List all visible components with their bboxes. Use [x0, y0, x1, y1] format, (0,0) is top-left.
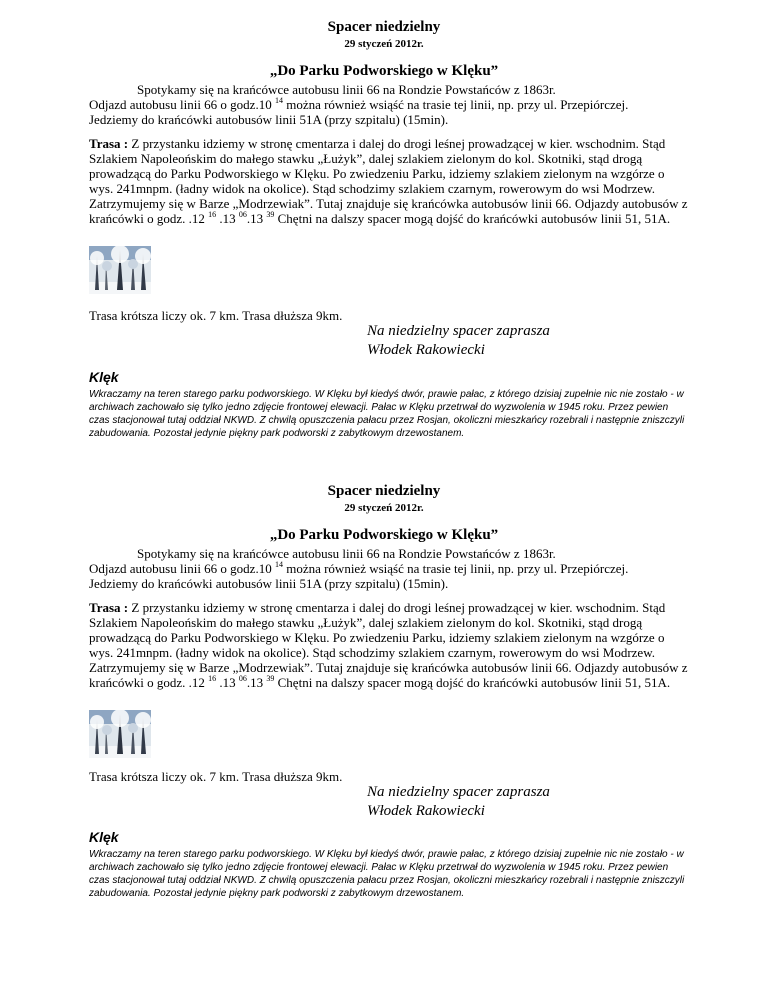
invite-line-1: Na niedzielny spacer zaprasza: [367, 323, 550, 339]
route-label: Trasa :: [89, 136, 129, 151]
winter-park-photo: [89, 710, 151, 758]
invite-signature: Włodek Rakowiecki: [367, 342, 485, 358]
route-paragraph: Trasa : Z przystanku idziemy w stronę cmentarza i dalej do drogi leśnej prowadzącej w kier. wschodnim. Stąd Szlakiem Napoleońskim do małego stawku „Łużyk”, dalej szlakiem zielonym do kol. Skotniki, stąd drogą prowadzącą do Parku Podworskiego w Klęku. Po zwiedzeniu Parku, idziemy szlakiem zielonym na wzgórze o wys. 241mnpm. (ładny widok na okolice). Stąd schodzimy szlakiem czarnym, rowerowym do wsi Modrzew. Zatrzymujemy się w Barze „Modrzewiak”. Tutaj znajduje się krańcówka autobusów linii 66. Odjazdy autobusów z krańcówki o godz. .12 $^{16}$ .13 $^{06}$.13 $^{39}$ Chętni na dalszy spacer mogą dojść do krańcówki autobusów linii 51, 51A.: [89, 136, 688, 226]
intro-paragraph: [89, 546, 689, 591]
route-paragraph: Trasa : Z przystanku idziemy w stronę cmentarza i dalej do drogi leśnej prowadzącej w kier. wschodnim. Stąd Szlakiem Napoleońskim do małego stawku „Łużyk”, dalej szlakiem zielonym do kol. Skotniki, stąd drogą prowadzącą do Parku Podworskiego w Klęku. Po zwiedzeniu Parku, idziemy szlakiem zielonym na wzgórze o wys. 241mnpm. (ładny widok na okolice). Stąd schodzimy szlakiem czarnym, rowerowym do wsi Modrzew. Zatrzymujemy się w Barze „Modrzewiak”. Tutaj znajduje się krańcówka autobusów linii 66. Odjazdy autobusów z krańcówki o godz. .12 $^{16}$ .13 $^{06}$.13 $^{39}$ Chętni na dalszy spacer mogą dojść do krańcówki autobusów linii 51, 51A.: [89, 600, 688, 690]
distance-note: Trasa krótsza liczy ok. 7 km. Trasa dłuższa 9km.: [89, 769, 343, 784]
flyer-title: Spacer niedzielny: [327, 483, 441, 499]
intro-line-2: Odjazd autobusu linii 66 o godz.10 $^{14}$ można również wsiąść na trasie tej linii, np. przy ul. Przepiórczej.: [89, 95, 629, 112]
klek-description: Wkraczamy na teren starego parku podworskiego. W Klęku był kiedyś dwór, prawie pałac, z którego dzisiaj zupełnie nic nie zostało - w archiwach zachowało się tylko jedno zdjęcie frontowej elewacji. Pałac w Klęku przetrwał do wyzwolenia w 1945 roku. Przez pewien czas stacjonował tutaj oddział NKWD. Z chwilą opuszczenia pałacu przez Rosjan, okoliczni mieszkańcy rozebrali i następnie zniszczyli zabudowania. Pozostał jedynie piękny park podworski z zabytkowym drzewostanem.: [89, 849, 685, 899]
flyer-subtitle: „Do Parku Podworskiego w Klęku”: [269, 63, 499, 79]
flyer-date: 29 styczeń 2012r.: [344, 38, 424, 50]
flyer-title: Spacer niedzielny: [327, 19, 441, 35]
klek-heading: Klęk: [89, 829, 119, 845]
distance-note: Trasa krótsza liczy ok. 7 km. Trasa dłuższa 9km.: [89, 308, 343, 323]
winter-park-photo: [89, 246, 151, 294]
intro-line-1: Spotykamy się na krańcówce autobusu linii 66 na Rondzie Powstańców z 1863r.: [137, 82, 556, 97]
intro-line-3: Jedziemy do krańcówki autobusów linii 51A (przy szpitalu) (15min).: [89, 576, 449, 591]
intro-line-1: Spotykamy się na krańcówce autobusu linii 66 na Rondzie Powstańców z 1863r.: [137, 546, 556, 561]
invite-line-1: Na niedzielny spacer zaprasza: [367, 784, 550, 800]
intro-line-2: Odjazd autobusu linii 66 o godz.10 $^{14}$ można również wsiąść na trasie tej linii, np. przy ul. Przepiórczej.: [89, 559, 629, 576]
flyer-subtitle: „Do Parku Podworskiego w Klęku”: [269, 527, 499, 543]
intro-paragraph: [89, 82, 689, 127]
klek-heading: Klęk: [89, 369, 119, 385]
flyer-date: 29 styczeń 2012r.: [344, 502, 424, 514]
invite-signature: Włodek Rakowiecki: [367, 803, 485, 819]
klek-description: Wkraczamy na teren starego parku podworskiego. W Klęku był kiedyś dwór, prawie pałac, z którego dzisiaj zupełnie nic nie zostało - w archiwach zachowało się tylko jedno zdjęcie frontowej elewacji. Pałac w Klęku przetrwał do wyzwolenia w 1945 roku. Przez pewien czas stacjonował tutaj oddział NKWD. Z chwilą opuszczenia pałacu przez Rosjan, okoliczni mieszkańcy rozebrali i następnie zniszczyli zabudowania. Pozostał jedynie piękny park podworski z zabytkowym drzewostanem.: [89, 389, 685, 439]
intro-line-3: Jedziemy do krańcówki autobusów linii 51A (przy szpitalu) (15min).: [89, 112, 449, 127]
route-label: Trasa :: [89, 600, 129, 615]
